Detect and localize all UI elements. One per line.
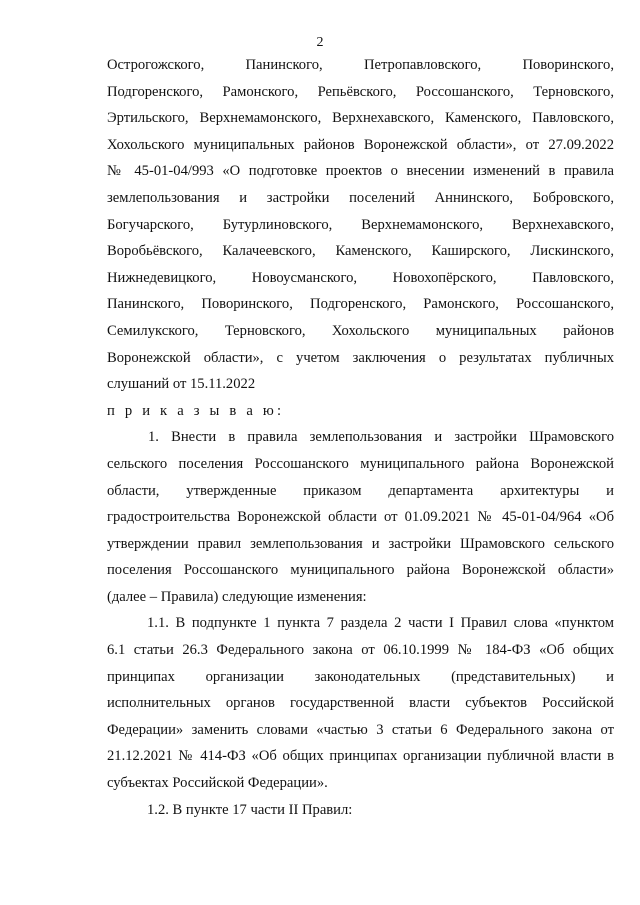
text-line: № 45-01-04/993 «О подготовке проектов о внесении изменений в правила	[107, 163, 614, 180]
text-line: Богучарского, Бутурлиновского, Верхнемамонского, Верхнехавского,	[107, 216, 614, 233]
page-number: 2	[316, 35, 324, 50]
text-line: 21.12.2021 № 414-ФЗ «Об общих принципах организации публичной власти в	[107, 748, 614, 765]
text-line: градостроительства Воронежской области от 01.09.2021 № 45-01-04/964 «Об	[107, 509, 614, 526]
document-body	[107, 52, 614, 823]
text-line: Семилукского, Терновского, Хохольского муниципальных районов	[107, 322, 614, 339]
text-line: Панинского, Поворинского, Подгоренского, Рамонского, Россошанского,	[107, 296, 614, 313]
item-1-2-first-line: 1.2. В пункте 17 части II Правил:	[147, 801, 353, 818]
text-line: 6.1 статьи 26.3 Федерального закона от 06.10.1999 № 184-ФЗ «Об общих	[107, 642, 614, 659]
order-heading: п р и к а з ы в а ю:	[107, 402, 285, 419]
text-line: Нижнедевицкого, Новоусманского, Новохопёрского, Павловского,	[107, 269, 614, 286]
text-line: Острогожского, Панинского, Петропавловского, Поворинского,	[107, 57, 614, 73]
item-1-1-first-line: 1.1. В подпункте 1 пункта 7 раздела 2 части I Правил слова «пунктом	[147, 615, 614, 632]
text-line: Воронежской области», с учетом заключения о результатах публичных	[107, 349, 614, 366]
text-line: утверждении правил землепользования и застройки Шрамовского сельского	[107, 535, 614, 552]
text-line: поселения Россошанского муниципального района Воронежской области»	[107, 562, 614, 579]
text-line: субъектах Российской Федерации».	[107, 775, 328, 792]
text-line: Воробьёвского, Калачеевского, Каменского, Каширского, Лискинского,	[107, 243, 614, 260]
text-line: Подгоренского, Рамонского, Репьёвского, Россошанского, Терновского,	[107, 83, 614, 100]
item-1-first-line: 1. Внести в правила землепользования и застройки Шрамовского	[148, 429, 614, 446]
text-line: области, утвержденные приказом департамента архитектуры и	[107, 482, 614, 499]
text-line: сельского поселения Россошанского муниципального района Воронежской	[107, 455, 614, 472]
text-line: (далее – Правила) следующие изменения:	[107, 588, 367, 605]
text-line: Эртильского, Верхнемамонского, Верхнехавского, Каменского, Павловского,	[107, 110, 614, 127]
text-line: исполнительных органов государственной власти субъектов Российской	[107, 695, 614, 712]
text-line: Хохольского муниципальных районов Воронежской области», от 27.09.2022	[107, 136, 614, 153]
text-line: слушаний от 15.11.2022	[107, 376, 256, 393]
text-line: землепользования и застройки поселений Аннинского, Бобровского,	[107, 189, 614, 206]
text-line: принципах организации законодательных (представительных) и	[107, 668, 614, 685]
text-line: Федерации» заменить словами «частью 3 статьи 6 Федерального закона от	[107, 721, 614, 738]
